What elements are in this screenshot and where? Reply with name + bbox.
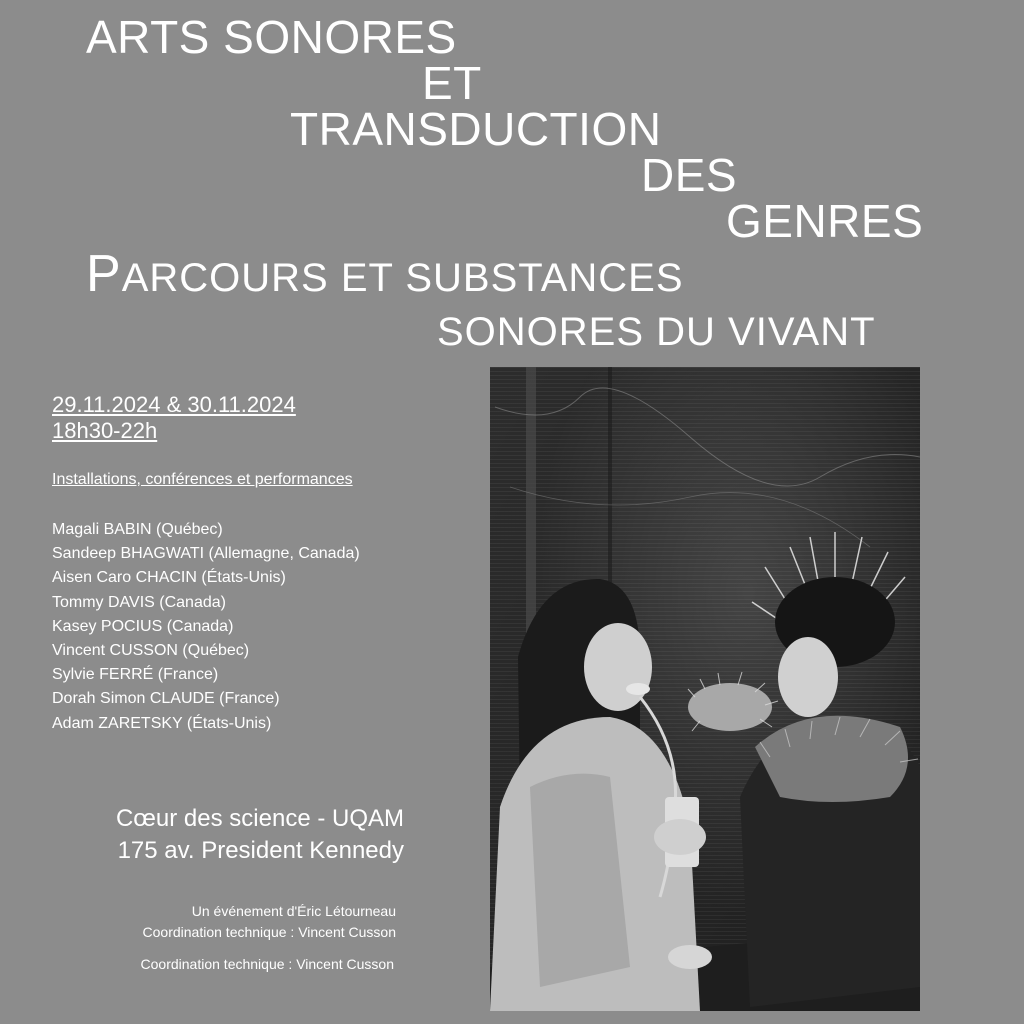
artist-item: Aisen Caro CHACIN (États-Unis) [52,569,286,587]
subtitle-line-1-rest: ARCOURS ET SUBSTANCES [121,256,684,300]
event-dates [52,392,296,444]
subtitle-line-1 [86,245,684,303]
subtitle-line-2: SONORES DU VIVANT [437,310,876,354]
title-line-1: ARTS SONORES [86,11,457,63]
subtitle-initial: P [86,245,122,303]
artist-list [52,518,360,736]
credits [143,901,396,943]
title-line-5: GENRES [726,195,924,247]
title-line-4: DES [641,149,738,201]
artist-item: Sandeep BHAGWATI (Allemagne, Canada) [52,545,360,563]
credit-coordination-repeat: Coordination technique : Vincent Cusson [140,956,394,972]
event-photo [490,367,920,1011]
artist-item: Sylvie FERRÉ (France) [52,666,219,684]
artist-item: Dorah Simon CLAUDE (France) [52,690,280,708]
title-line-2: ET [422,57,482,109]
event-hours: 18h30-22h [52,418,158,443]
program-description: Installations, conférences et performances [52,471,353,488]
title-line-3: TRANSDUCTION [290,103,662,155]
artist-item: Magali BABIN (Québec) [52,521,223,538]
artist-item: Adam ZARETSKY (États-Unis) [52,714,272,732]
artist-item: Vincent CUSSON (Québec) [52,642,250,660]
artist-item: Kasey POCIUS (Canada) [52,617,234,635]
artist-item: Tommy DAVIS (Canada) [52,593,226,611]
venue-address: 175 av. President Kennedy [117,837,404,864]
credit-coordination: Coordination technique : Vincent Cusson [142,924,396,940]
venue-name: Cœur des science - UQAM [115,805,404,832]
event-days: 29.11.2024 & 30.11.2024 [52,392,296,417]
credit-event: Un événement d'Éric Létourneau [191,903,396,919]
venue [116,803,404,867]
